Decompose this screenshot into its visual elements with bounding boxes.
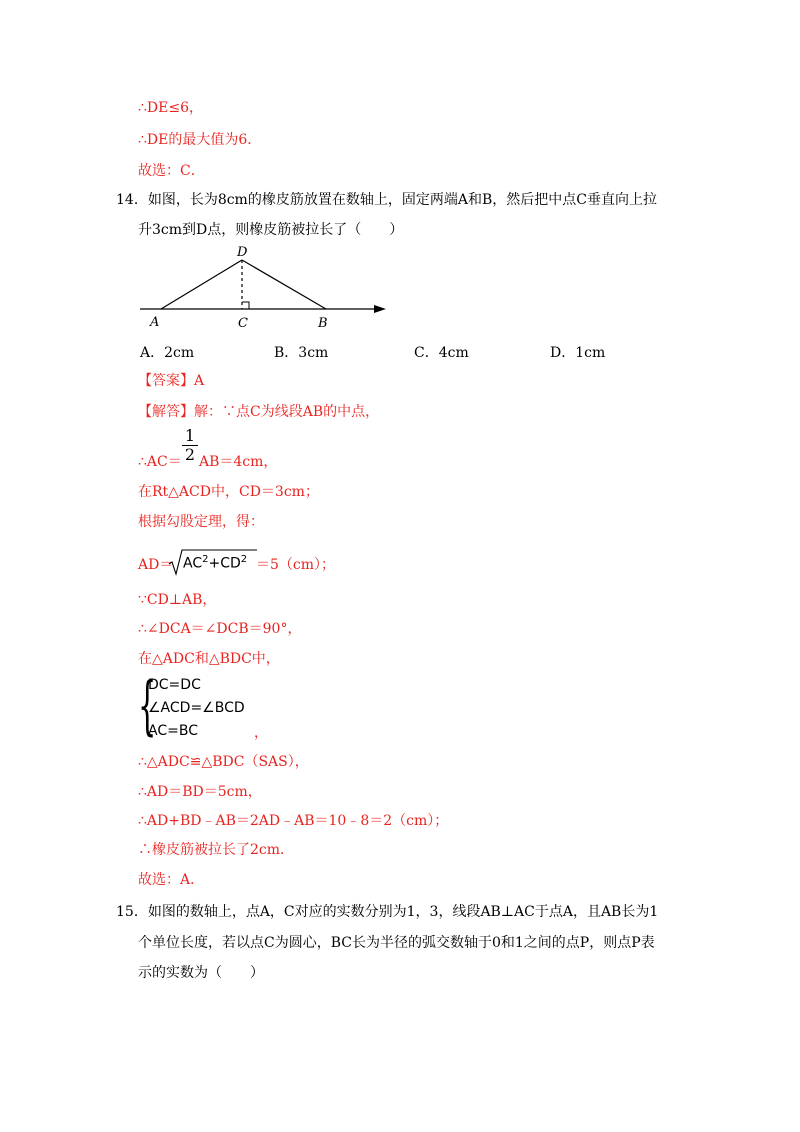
label-d: D	[237, 246, 248, 260]
stretch-line: ∴橡皮筋被拉长了2cm．	[138, 842, 295, 858]
question-14-line-1: 14．如图，长为8cm的橡皮筋放置在数轴上，固定两端A和B，然后把中点C垂直向上拉	[116, 192, 657, 208]
question-15-line-2: 个单位长度，若以点C为圆心，BC长为半径的弧交数轴于0和1之间的点P，则点P表	[138, 935, 655, 951]
ac-suffix: AB＝4cm，	[199, 454, 278, 470]
solution-start: 【解答】解：∵点C为线段AB的中点，	[138, 404, 380, 420]
system-row-1: DC=DC	[148, 677, 201, 693]
ad-suffix: ＝5（cm）；	[256, 557, 336, 573]
ad-prefix: AD＝	[138, 557, 174, 573]
rt-triangle-line: 在Rt△ACD中，CD＝3cm；	[138, 484, 319, 500]
axis-arrow	[374, 305, 386, 313]
system-row-2: ∠ACD=∠BCD	[148, 700, 245, 716]
exponent-1: 2	[202, 554, 209, 565]
question-14-line-2: 升3cm到D点，则橡皮筋被拉长了（ ）	[138, 222, 404, 238]
choose-c: 故选：C．	[138, 163, 205, 179]
in-triangles-line: 在△ADC和△BDC中，	[138, 651, 280, 667]
question-15-line-1: 15．如图的数轴上，点A，C对应的实数分别为1，3，线段AB⊥AC于点A，且AB长为1	[116, 904, 659, 920]
fraction-numerator: 1	[184, 426, 196, 445]
congruence-line: ∴△ADC≌△BDC（SAS），	[138, 754, 309, 770]
system-comma: ，	[254, 725, 268, 741]
pythagoras-line: 根据勾股定理，得：	[138, 514, 264, 530]
segment-db	[242, 260, 326, 309]
right-angle-mark	[242, 302, 249, 309]
ac-prefix: ∴AC＝	[138, 454, 182, 470]
radicand-cd: +CD	[208, 555, 241, 572]
ad-bd-line: ∴AD＝BD＝5cm，	[138, 784, 262, 800]
segment-ad	[161, 260, 242, 309]
option-c[interactable]: C．4cm	[414, 345, 469, 361]
calculation-line: ∴AD+BD﹣AB＝2AD﹣AB＝10﹣8＝2（cm）；	[138, 813, 449, 829]
answer-line: 【答案】A	[138, 373, 205, 389]
exponent-2: 2	[240, 554, 248, 565]
option-a[interactable]: A．2cm	[140, 345, 195, 361]
option-d[interactable]: D．1cm	[550, 345, 606, 361]
label-a: A	[150, 315, 160, 330]
step-de-max: ∴DE的最大值为6．	[138, 132, 262, 148]
angles-line: ∴∠DCA＝∠DCB＝90°，	[138, 621, 302, 637]
perpendicular-line: ∵CD⊥AB，	[138, 592, 217, 608]
option-b[interactable]: B．3cm	[274, 345, 329, 361]
fraction-denominator: 2	[184, 445, 196, 464]
fraction-one-half	[182, 428, 198, 463]
rubber-band-figure	[136, 246, 396, 332]
radicand-ac: AC	[183, 555, 203, 572]
label-c: C	[238, 316, 248, 331]
choose-a: 故选：A．	[138, 872, 205, 888]
step-de-le-6: ∴DE≤6，	[138, 100, 203, 116]
question-15-line-3: 示的实数为（ ）	[138, 965, 264, 981]
label-b: B	[318, 316, 328, 331]
system-row-3: AC=BC	[148, 723, 198, 739]
